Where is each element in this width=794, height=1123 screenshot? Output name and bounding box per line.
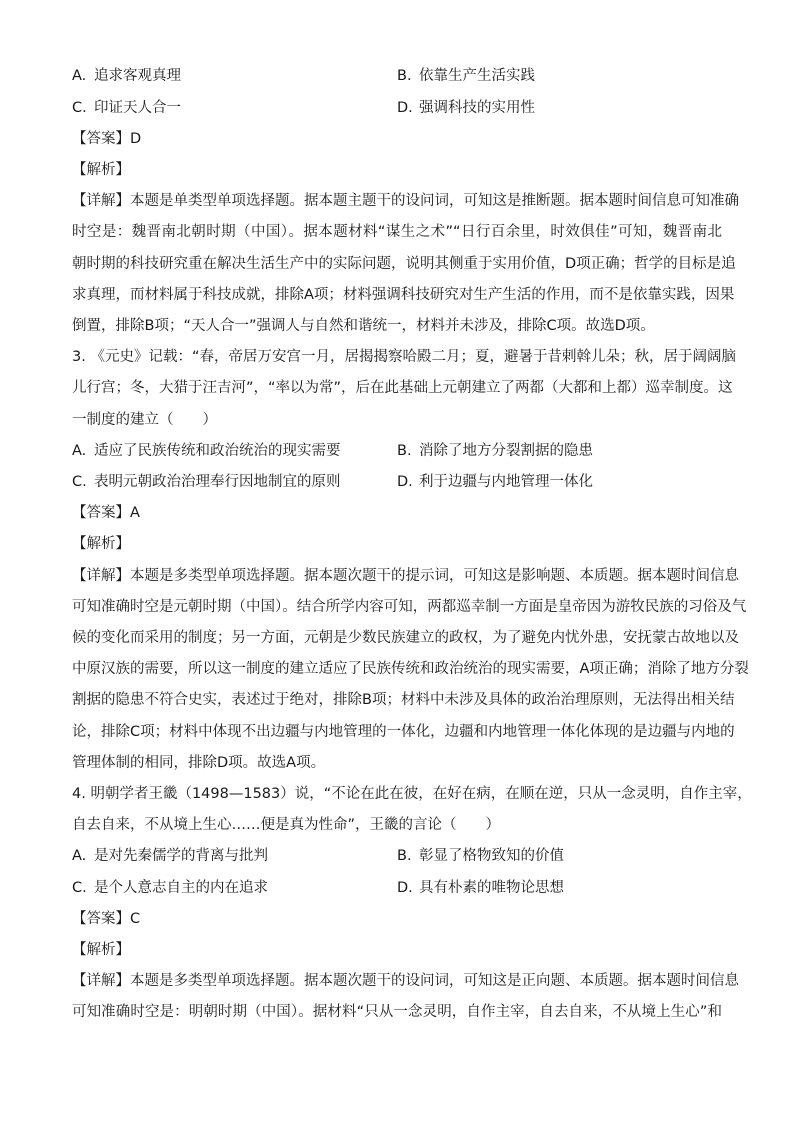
q4-option-c[interactable]: C. 是个人意志自主的内在追求 — [72, 880, 268, 896]
q4-stem-line: 自去自来，不从境上生心……便是真为性命”，王畿的言论（ ） — [72, 817, 501, 833]
q2-option-d[interactable]: D. 强调科技的实用性 — [397, 100, 535, 116]
q3-detail-line: 中原汉族的需要，所以这一制度的建立适应了民族传统和政治统治的现实需要，A项正确；消除了地方分裂 — [72, 661, 749, 677]
q2-detail-line: 求真理，而材料属于科技成就，排除A项；材料强调科技研究对生产生活的作用，而不是依靠实践，因果 — [72, 287, 735, 303]
q4-option-b[interactable]: B. 彰显了格物致知的价值 — [397, 848, 564, 864]
q2-option-a[interactable]: A. 追求客观真理 — [72, 68, 181, 84]
q4-option-a[interactable]: A. 是对先秦儒学的背离与批判 — [72, 848, 268, 864]
q3-detail-line: 论，排除C项；材料中体现不出边疆与内地管理的一体化，边疆和内地管理一体化体现的是边疆与内地的 — [72, 724, 735, 740]
q3-detail-line: 可知准确时空是元朝时期（中国）。结合所学内容可知，两都巡幸制一方面是皇帝因为游牧民族的习俗及气 — [72, 599, 747, 615]
q3-option-b[interactable]: B. 消除了地方分裂割据的隐患 — [397, 443, 593, 459]
q3-analysis-label: 【解析】 — [72, 536, 130, 552]
q2-option-c[interactable]: C. 印证天人合一 — [72, 100, 181, 116]
q4-option-d[interactable]: D. 具有朴素的唯物论思想 — [397, 880, 564, 896]
q3-answer: 【答案】A — [72, 505, 140, 521]
q3-detail-line: 管理体制的相同，排除D项。故选A项。 — [72, 755, 326, 771]
q3-detail-line: 割据的隐患不符合史实，表述过于绝对，排除B项；材料中未涉及具体的政治治理原则，无法得出相关结 — [72, 692, 735, 708]
q2-option-b[interactable]: B. 依靠生产生活实践 — [397, 68, 535, 84]
q2-detail-line: 倒置，排除B项；“天人合一”强调人与自然和谐统一，材料并未涉及，排除C项。故选D项。 — [72, 318, 655, 334]
q2-analysis-label: 【解析】 — [72, 162, 130, 178]
q4-analysis-label: 【解析】 — [72, 942, 130, 958]
q2-detail-line: 朝时期的科技研究重在解决生活生产中的实际问题，说明其侧重于实用价值，D项正确；哲学的目标是追 — [72, 256, 736, 272]
q4-stem-line: 4. 明朝学者王畿（1498—1583）说，“不论在此在彼，在好在病，在顺在逆，只从一念灵明，自作主宰， — [72, 786, 752, 802]
q3-option-a[interactable]: A. 适应了民族传统和政治统治的现实需要 — [72, 443, 341, 459]
q4-detail-line: 【详解】本题是多类型单项选择题。据本题次题干的设问词，可知这是正向题、本质题。据本题时间信息 — [72, 973, 739, 989]
q3-stem-line: 一制度的建立（ ） — [72, 412, 217, 428]
q3-stem-line: 3. 《元史》记载：“春，帝居万安宫一月，居揭揭察哈殿二月；夏，避暑于昔剌斡儿朵；秋，居于阔阔脑 — [72, 349, 736, 365]
q4-detail-line: 可知准确时空是：明朝时期（中国）。据材料“只从一念灵明，自作主宰，自去自来，不从境上生心”和 — [72, 1004, 722, 1020]
q3-stem-line: 儿行宫；冬，大猎于汪吉河”，“率以为常”，后在此基础上元朝建立了两都（大都和上都）巡幸制度。这 — [72, 380, 733, 396]
q3-detail-line: 【详解】本题是多类型单项选择题。据本题次题干的提示词，可知这是影响题、本质题。据本题时间信息 — [72, 568, 739, 584]
q3-option-d[interactable]: D. 利于边疆与内地管理一体化 — [397, 474, 593, 490]
q2-detail-line: 【详解】本题是单类型单项选择题。据本题主题干的设问词，可知这是推断题。据本题时间信息可知准确 — [72, 193, 739, 209]
q2-answer: 【答案】D — [72, 131, 142, 147]
q3-detail-line: 候的变化而采用的制度；另一方面，元朝是少数民族建立的政权，为了避免内忧外患，安抚蒙古故地以及 — [72, 630, 739, 646]
q4-answer: 【答案】C — [72, 911, 141, 927]
q3-option-c[interactable]: C. 表明元朝政治治理奉行因地制宜的原则 — [72, 474, 341, 490]
q2-detail-line: 时空是：魏晋南北朝时期（中国）。据本题材料“谋生之术”“日行百余里，时效俱佳”可知，魏晋南北 — [72, 224, 722, 240]
